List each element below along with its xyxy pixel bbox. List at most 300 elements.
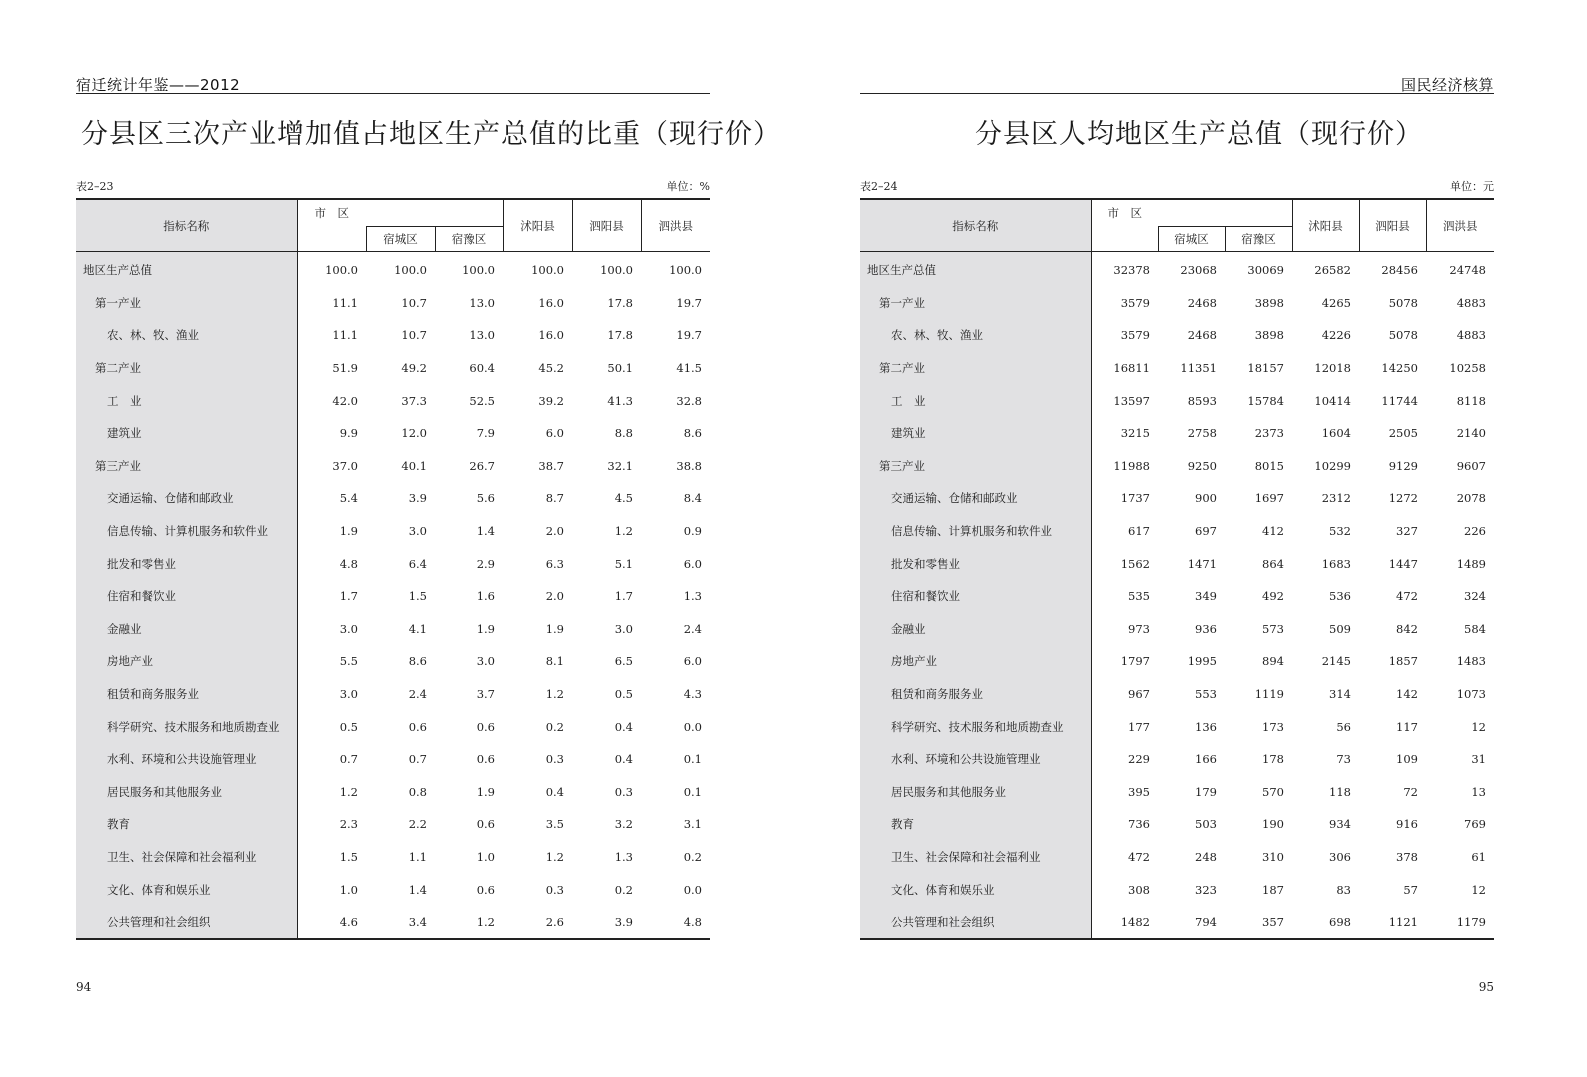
value-cell: 100.0: [462, 263, 495, 278]
value-cell: 1.7: [614, 589, 633, 604]
value-cell: 51.9: [297, 352, 366, 385]
row-label: 居民服务和其他服务业: [76, 776, 297, 809]
value-cell: 412: [1262, 524, 1284, 539]
value-cell: 18157: [1247, 361, 1284, 376]
value-cell: 0.8: [408, 784, 427, 799]
table-row: [76, 580, 710, 613]
value-cell: 492: [1262, 589, 1284, 604]
table-row: [76, 710, 710, 743]
value-cell: 2758: [1187, 426, 1217, 441]
value-cell: 38.8: [676, 458, 702, 473]
value-cell: 16.0: [538, 295, 564, 310]
value-cell: 0.6: [476, 752, 495, 767]
value-cell: 49.2: [401, 361, 427, 376]
value-cell: 3.5: [545, 817, 564, 832]
table-row: [860, 776, 1494, 809]
value-cell: 10.7: [401, 328, 427, 343]
value-cell: 2078: [1456, 491, 1486, 506]
value-cell: 1.5: [297, 841, 366, 874]
row-label: 工 业: [76, 384, 297, 417]
row-label: 信息传输、计算机服务和软件业: [76, 515, 297, 548]
running-head: 宿迁统计年鉴——2012: [76, 76, 241, 94]
value-cell: 8593: [1187, 393, 1217, 408]
value-cell: 72: [1403, 784, 1418, 799]
value-cell: 1.0: [476, 849, 495, 864]
value-cell: 5.4: [297, 482, 366, 515]
value-cell: 3.1: [683, 817, 702, 832]
table-row: [860, 841, 1494, 874]
value-cell: 532: [1329, 524, 1351, 539]
row-label: 批发和零售业: [860, 547, 1091, 580]
header-rule: [76, 93, 710, 94]
value-cell: 4.6: [297, 906, 366, 940]
value-cell: 73: [1336, 752, 1351, 767]
value-cell: 26.7: [469, 458, 495, 473]
value-cell: 1.2: [545, 849, 564, 864]
value-cell: 936: [1195, 621, 1217, 636]
table-row: [76, 384, 710, 417]
row-label: 信息传输、计算机服务和软件业: [860, 515, 1091, 548]
table-row: [860, 319, 1494, 352]
value-cell: 39.2: [538, 393, 564, 408]
value-cell: 178: [1262, 752, 1284, 767]
value-cell: 11351: [1180, 361, 1217, 376]
value-cell: 1.9: [476, 621, 495, 636]
value-cell: 973: [1091, 613, 1158, 646]
value-cell: 9.9: [297, 417, 366, 450]
value-cell: 100.0: [669, 263, 702, 278]
value-cell: 1447: [1388, 556, 1418, 571]
value-cell: 697: [1195, 524, 1217, 539]
table-row: [860, 252, 1494, 287]
value-cell: 0.2: [683, 849, 702, 864]
value-cell: 1.9: [476, 784, 495, 799]
value-cell: 0.3: [545, 752, 564, 767]
row-label: 农、林、牧、渔业: [76, 319, 297, 352]
row-label: 第一产业: [860, 287, 1091, 320]
table-row: [76, 287, 710, 320]
value-cell: 1483: [1456, 654, 1486, 669]
value-cell: 11744: [1381, 393, 1418, 408]
header-sub-1: 宿城区: [1158, 227, 1225, 252]
row-label: 租赁和商务服务业: [76, 678, 297, 711]
value-cell: 40.1: [401, 458, 427, 473]
row-label: 建筑业: [76, 417, 297, 450]
table-row: [860, 678, 1494, 711]
value-cell: 10258: [1449, 361, 1486, 376]
value-cell: 0.9: [683, 524, 702, 539]
value-cell: 8.1: [545, 654, 564, 669]
value-cell: 1.2: [545, 687, 564, 702]
row-label: 房地产业: [860, 645, 1091, 678]
data-table: [860, 198, 1494, 940]
value-cell: 8.4: [683, 491, 702, 506]
table-row: [860, 873, 1494, 906]
value-cell: 37.3: [401, 393, 427, 408]
value-cell: 1121: [1388, 915, 1418, 930]
value-cell: 2.0: [545, 524, 564, 539]
page-number: 94: [76, 980, 92, 994]
header-city: 市 区: [1091, 199, 1158, 227]
table-row: [860, 515, 1494, 548]
value-cell: 8.7: [545, 491, 564, 506]
value-cell: 0.1: [683, 784, 702, 799]
value-cell: 8.6: [408, 654, 427, 669]
value-cell: 2468: [1187, 328, 1217, 343]
table-row: [76, 873, 710, 906]
value-cell: 16.0: [538, 328, 564, 343]
value-cell: 229: [1091, 743, 1158, 776]
value-cell: 1471: [1187, 556, 1217, 571]
header-city-spacer: [366, 199, 503, 227]
table-row: [860, 613, 1494, 646]
value-cell: 38.7: [538, 458, 564, 473]
value-cell: 13: [1471, 784, 1486, 799]
value-cell: 8.6: [683, 426, 702, 441]
row-label: 科学研究、技术服务和地质勘查业: [76, 710, 297, 743]
value-cell: 0.4: [614, 719, 633, 734]
value-cell: 894: [1262, 654, 1284, 669]
value-cell: 1.9: [297, 515, 366, 548]
value-cell: 6.0: [545, 426, 564, 441]
value-cell: 3.0: [614, 621, 633, 636]
value-cell: 2140: [1456, 426, 1486, 441]
value-cell: 395: [1091, 776, 1158, 809]
value-cell: 378: [1396, 849, 1418, 864]
value-cell: 1.9: [545, 621, 564, 636]
value-cell: 3.4: [408, 915, 427, 930]
table-row: [860, 417, 1494, 450]
value-cell: 1.7: [297, 580, 366, 613]
value-cell: 2.2: [408, 817, 427, 832]
value-cell: 306: [1329, 849, 1351, 864]
row-label: 金融业: [76, 613, 297, 646]
value-cell: 32378: [1091, 252, 1158, 287]
value-cell: 3898: [1254, 295, 1284, 310]
value-cell: 3.9: [408, 491, 427, 506]
value-cell: 117: [1396, 719, 1418, 734]
value-cell: 1489: [1456, 556, 1486, 571]
value-cell: 24748: [1449, 263, 1486, 278]
right-page: [793, 0, 1587, 1077]
value-cell: 2.0: [545, 589, 564, 604]
value-cell: 187: [1262, 882, 1284, 897]
value-cell: 12: [1471, 882, 1486, 897]
value-cell: 0.7: [408, 752, 427, 767]
value-cell: 6.5: [614, 654, 633, 669]
value-cell: 1272: [1388, 491, 1418, 506]
value-cell: 42.0: [297, 384, 366, 417]
value-cell: 1995: [1187, 654, 1217, 669]
header-col-4: 沭阳县: [503, 199, 572, 252]
value-cell: 11988: [1091, 450, 1158, 483]
header-city: 市 区: [297, 199, 366, 227]
value-cell: 11.1: [297, 287, 366, 320]
value-cell: 1.1: [408, 849, 427, 864]
value-cell: 136: [1195, 719, 1217, 734]
value-cell: 3.9: [614, 915, 633, 930]
value-cell: 2145: [1321, 654, 1351, 669]
row-label: 文化、体育和娱乐业: [860, 873, 1091, 906]
value-cell: 8015: [1254, 458, 1284, 473]
row-label: 交通运输、仓储和邮政业: [76, 482, 297, 515]
value-cell: 1.2: [476, 915, 495, 930]
header-rule: [860, 93, 1494, 94]
value-cell: 0.1: [683, 752, 702, 767]
value-cell: 327: [1396, 524, 1418, 539]
table-number: 表2–24: [860, 180, 898, 193]
row-label: 第三产业: [76, 450, 297, 483]
header-sub-2: 宿豫区: [435, 227, 503, 252]
value-cell: 5078: [1388, 295, 1418, 310]
value-cell: 4.8: [297, 547, 366, 580]
value-cell: 314: [1329, 687, 1351, 702]
value-cell: 142: [1396, 687, 1418, 702]
row-label: 建筑业: [860, 417, 1091, 450]
value-cell: 10299: [1314, 458, 1351, 473]
row-label: 教育: [860, 808, 1091, 841]
table-row: [76, 547, 710, 580]
value-cell: 0.3: [545, 882, 564, 897]
value-cell: 1697: [1254, 491, 1284, 506]
value-cell: 3579: [1091, 287, 1158, 320]
value-cell: 14250: [1381, 361, 1418, 376]
table-body: [860, 252, 1494, 940]
table-row: [76, 450, 710, 483]
value-cell: 1562: [1091, 547, 1158, 580]
header-sub-1: 宿城区: [366, 227, 435, 252]
value-cell: 310: [1262, 849, 1284, 864]
value-cell: 1.3: [614, 849, 633, 864]
table-row: [76, 645, 710, 678]
value-cell: 4883: [1456, 295, 1486, 310]
table-number: 表2–23: [76, 180, 114, 193]
value-cell: 2468: [1187, 295, 1217, 310]
value-cell: 15784: [1247, 393, 1284, 408]
table-row: [76, 776, 710, 809]
row-label: 地区生产总值: [860, 252, 1091, 287]
value-cell: 19.7: [676, 295, 702, 310]
value-cell: 1604: [1321, 426, 1351, 441]
value-cell: 4.8: [683, 915, 702, 930]
page-number: 95: [1478, 980, 1494, 994]
value-cell: 1.6: [476, 589, 495, 604]
value-cell: 9607: [1456, 458, 1486, 473]
value-cell: 1.4: [408, 882, 427, 897]
value-cell: 3.0: [408, 524, 427, 539]
value-cell: 3.7: [476, 687, 495, 702]
value-cell: 50.1: [607, 361, 633, 376]
value-cell: 3898: [1254, 328, 1284, 343]
value-cell: 1.0: [297, 873, 366, 906]
row-label: 地区生产总值: [76, 252, 297, 287]
value-cell: 1179: [1456, 915, 1486, 930]
table-row: [76, 743, 710, 776]
value-cell: 0.6: [476, 719, 495, 734]
row-label: 批发和零售业: [76, 547, 297, 580]
value-cell: 56: [1336, 719, 1351, 734]
value-cell: 900: [1195, 491, 1217, 506]
row-label: 公共管理和社会组织: [860, 906, 1091, 940]
table-row: [860, 710, 1494, 743]
value-cell: 1.3: [683, 589, 702, 604]
value-cell: 13.0: [469, 295, 495, 310]
value-cell: 100.0: [531, 263, 564, 278]
table-row: [76, 482, 710, 515]
value-cell: 0.4: [614, 752, 633, 767]
value-cell: 1119: [1254, 687, 1284, 702]
row-label: 水利、环境和公共设施管理业: [76, 743, 297, 776]
value-cell: 118: [1329, 784, 1351, 799]
value-cell: 503: [1195, 817, 1217, 832]
table-row: [860, 352, 1494, 385]
row-label: 卫生、社会保障和社会福利业: [76, 841, 297, 874]
value-cell: 173: [1262, 719, 1284, 734]
value-cell: 2505: [1388, 426, 1418, 441]
value-cell: 2.9: [476, 556, 495, 571]
table-row: [76, 319, 710, 352]
table-row: [76, 808, 710, 841]
value-cell: 5.5: [297, 645, 366, 678]
value-cell: 916: [1396, 817, 1418, 832]
value-cell: 9250: [1187, 458, 1217, 473]
value-cell: 13.0: [469, 328, 495, 343]
value-cell: 10414: [1314, 393, 1351, 408]
row-label: 第三产业: [860, 450, 1091, 483]
table-row: [860, 906, 1494, 940]
value-cell: 6.0: [683, 556, 702, 571]
value-cell: 17.8: [607, 295, 633, 310]
row-label: 卫生、社会保障和社会福利业: [860, 841, 1091, 874]
data-table: [76, 198, 710, 940]
row-label: 水利、环境和公共设施管理业: [860, 743, 1091, 776]
unit-label: 单位：%: [666, 180, 710, 193]
value-cell: 769: [1464, 817, 1486, 832]
table-row: [860, 743, 1494, 776]
value-cell: 3.0: [297, 613, 366, 646]
value-cell: 4.3: [683, 687, 702, 702]
running-head: 国民经济核算: [1400, 76, 1494, 94]
value-cell: 1482: [1091, 906, 1158, 940]
value-cell: 8.8: [614, 426, 633, 441]
value-cell: 61: [1471, 849, 1486, 864]
row-label: 居民服务和其他服务业: [860, 776, 1091, 809]
row-label: 第二产业: [76, 352, 297, 385]
value-cell: 2.4: [683, 621, 702, 636]
row-label: 交通运输、仓储和邮政业: [860, 482, 1091, 515]
header-indicator-name: 指标名称: [76, 199, 297, 252]
value-cell: 28456: [1381, 263, 1418, 278]
value-cell: 1683: [1321, 556, 1351, 571]
value-cell: 2312: [1321, 491, 1351, 506]
value-cell: 0.5: [614, 687, 633, 702]
table-row: [860, 580, 1494, 613]
value-cell: 1.2: [297, 776, 366, 809]
value-cell: 3215: [1091, 417, 1158, 450]
value-cell: 698: [1329, 915, 1351, 930]
value-cell: 1073: [1456, 687, 1486, 702]
row-label: 教育: [76, 808, 297, 841]
table-row: [76, 352, 710, 385]
value-cell: 5.1: [614, 556, 633, 571]
value-cell: 11.1: [297, 319, 366, 352]
row-label: 住宿和餐饮业: [76, 580, 297, 613]
header-sub-2: 宿豫区: [1225, 227, 1292, 252]
row-label: 房地产业: [76, 645, 297, 678]
value-cell: 190: [1262, 817, 1284, 832]
value-cell: 4883: [1456, 328, 1486, 343]
value-cell: 16811: [1091, 352, 1158, 385]
header-indicator-name: 指标名称: [860, 199, 1091, 252]
value-cell: 7.9: [476, 426, 495, 441]
value-cell: 617: [1091, 515, 1158, 548]
value-cell: 2.6: [545, 915, 564, 930]
value-cell: 509: [1329, 621, 1351, 636]
value-cell: 10.7: [401, 295, 427, 310]
value-cell: 0.6: [476, 882, 495, 897]
value-cell: 100.0: [297, 252, 366, 287]
value-cell: 324: [1464, 589, 1486, 604]
value-cell: 3.2: [614, 817, 633, 832]
value-cell: 4265: [1321, 295, 1351, 310]
value-cell: 17.8: [607, 328, 633, 343]
value-cell: 248: [1195, 849, 1217, 864]
header-col-6: 泗洪县: [1426, 199, 1494, 252]
value-cell: 5078: [1388, 328, 1418, 343]
row-label: 公共管理和社会组织: [76, 906, 297, 940]
table-row: [860, 808, 1494, 841]
value-cell: 794: [1195, 915, 1217, 930]
value-cell: 472: [1396, 589, 1418, 604]
value-cell: 0.6: [476, 817, 495, 832]
value-cell: 0.3: [614, 784, 633, 799]
value-cell: 2.4: [408, 687, 427, 702]
table-row: [76, 515, 710, 548]
value-cell: 12: [1471, 719, 1486, 734]
value-cell: 13597: [1091, 384, 1158, 417]
value-cell: 177: [1091, 710, 1158, 743]
value-cell: 0.0: [683, 882, 702, 897]
value-cell: 19.7: [676, 328, 702, 343]
value-cell: 6.4: [408, 556, 427, 571]
table-row: [76, 613, 710, 646]
table-body: [76, 252, 710, 940]
value-cell: 736: [1091, 808, 1158, 841]
value-cell: 0.5: [297, 710, 366, 743]
value-cell: 1857: [1388, 654, 1418, 669]
table-row: [76, 841, 710, 874]
value-cell: 3.0: [297, 678, 366, 711]
value-cell: 0.0: [683, 719, 702, 734]
value-cell: 308: [1091, 873, 1158, 906]
value-cell: 166: [1195, 752, 1217, 767]
value-cell: 26582: [1314, 263, 1351, 278]
value-cell: 9129: [1388, 458, 1418, 473]
value-cell: 967: [1091, 678, 1158, 711]
value-cell: 179: [1195, 784, 1217, 799]
row-label: 租赁和商务服务业: [860, 678, 1091, 711]
row-label: 科学研究、技术服务和地质勘查业: [860, 710, 1091, 743]
header-city-blank: [1091, 227, 1158, 252]
row-label: 住宿和餐饮业: [860, 580, 1091, 613]
value-cell: 12018: [1314, 361, 1351, 376]
row-label: 第一产业: [76, 287, 297, 320]
value-cell: 1.4: [476, 524, 495, 539]
header-col-5: 泗阳县: [1359, 199, 1426, 252]
value-cell: 536: [1329, 589, 1351, 604]
table-row: [860, 450, 1494, 483]
value-cell: 1797: [1091, 645, 1158, 678]
